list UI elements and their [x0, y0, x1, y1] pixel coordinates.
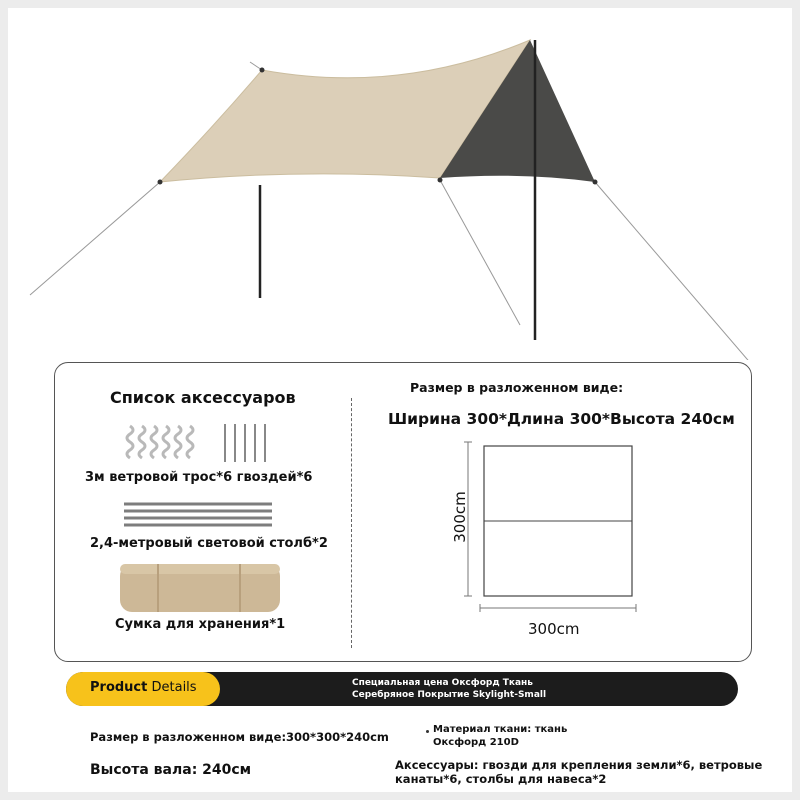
unfolded-dimensions: Ширина 300*Длина 300*Высота 240см — [388, 410, 735, 428]
corner-tip — [438, 178, 443, 183]
guy-line — [595, 182, 765, 360]
product-details-title-bold: Product — [90, 680, 148, 695]
spec-material-line2: Оксфорд 210D — [433, 737, 519, 748]
poles-icon — [120, 500, 280, 530]
unfolded-size-label: Размер в разложенном виде: — [410, 380, 624, 395]
accessories-title: Список аксессуаров — [110, 388, 296, 407]
spec-pole-height: Высота вала: 240см — [90, 762, 252, 778]
spec-unfold-size: Размер в разложенном виде:300*300*240cm — [90, 730, 389, 744]
product-details-title-rest: Details — [147, 680, 197, 695]
spec-material-line1: Материал ткани: ткань — [433, 724, 568, 735]
bullet-dot — [426, 730, 429, 733]
diagram-width-label: 300cm — [528, 620, 580, 638]
spec-accessories-line1: Аксессуары: гвозди для крепления земли*6, ветровые — [395, 758, 763, 772]
spec-accessories-line2: канаты*6, столбы для навеса*2 — [395, 772, 607, 786]
ropes-and-stakes-icon — [125, 420, 275, 468]
diagram-height-label: 300cm — [451, 491, 469, 543]
accessory-label-ropes: 3м ветровой трос*6 гвоздей*6 — [85, 470, 313, 485]
tent-canopy-illustration — [0, 0, 800, 360]
size-diagram — [460, 440, 645, 615]
corner-tip — [158, 180, 163, 185]
bar-info-line2: Серебряное Покрытие Skylight-Small — [352, 690, 547, 700]
accessory-label-poles: 2,4-метровый световой столб*2 — [90, 536, 328, 551]
guy-line — [440, 180, 520, 325]
product-details-title — [90, 680, 197, 695]
corner-tip — [593, 180, 598, 185]
corner-tip — [260, 68, 265, 73]
bar-info-line1: Специальная цена Оксфорд Ткань — [352, 678, 533, 688]
storage-bag-icon — [118, 560, 283, 616]
accessory-label-bag: Сумка для хранения*1 — [115, 617, 286, 632]
guy-line — [30, 182, 160, 295]
card-divider — [351, 398, 352, 648]
